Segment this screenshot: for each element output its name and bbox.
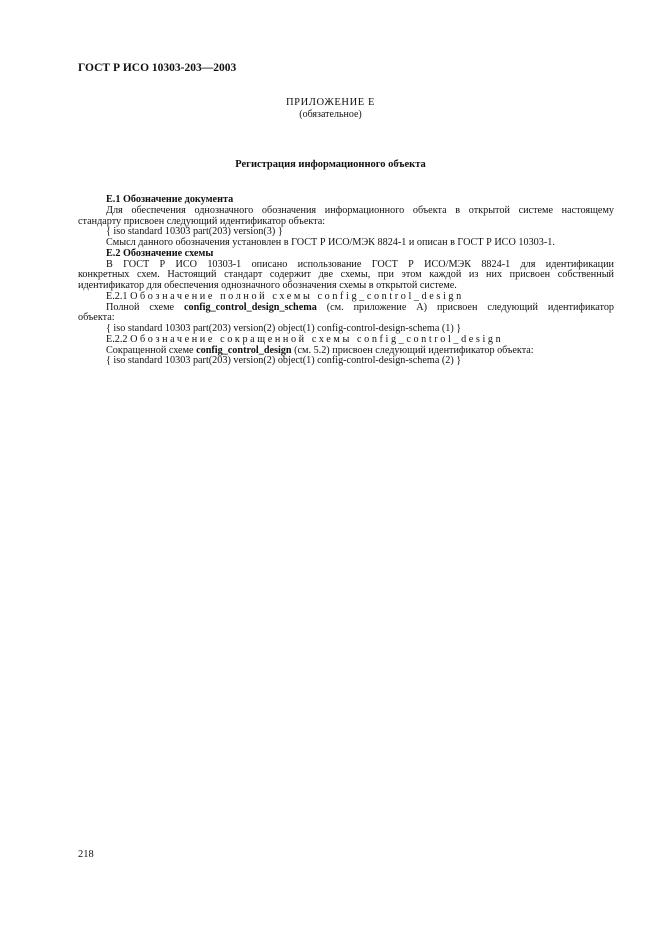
annex-status: (обязательное): [299, 109, 362, 120]
schema-name: config_control_design: [196, 344, 292, 356]
object-identifier: { iso standard 10303 part(203) version(3) }: [106, 226, 283, 238]
paragraph-line: Смысл данного обозначения установлен в ГОСТ Р ИСО/МЭК 8824-1 и описан в ГОСТ Р ИСО 10303-1.: [106, 237, 555, 248]
paragraph-line: Для обеспечения однозначного обозначения информационного объекта в открытой системе настоящему: [106, 204, 614, 216]
object-identifier: { iso standard 10303 part(203) version(2) object(1) config-control-design-schema (2) }: [106, 355, 462, 367]
paragraph-line: идентификатор для обеспечения однозначного обозначения схемы в открытой системе.: [78, 280, 457, 291]
section-number: Е.2.1: [106, 290, 128, 302]
paragraph-line: стандарту присвоен следующий идентификатор объекта:: [78, 215, 326, 227]
annex-title: Регистрация информационного объекта: [235, 159, 426, 170]
section-number: Е.2.2: [106, 333, 128, 345]
section-e2-heading: Е.2 Обозначение схемы: [106, 247, 214, 259]
text: Полной схеме: [106, 301, 175, 313]
section-e1-heading: Е.1 Обозначение документа: [106, 194, 234, 205]
text: Сокращенной схеме: [106, 344, 194, 356]
paragraph-line: [78, 303, 614, 314]
section-title: Обозначение сокращенной схемы config_control_design: [130, 333, 504, 345]
paragraph-line: объекта:: [78, 312, 115, 324]
text: (см. приложение А) присвоен следующий идентификатор: [326, 301, 615, 313]
text: (см. 5.2) присвоен следующий идентификатор объекта:: [294, 344, 534, 356]
document-header: ГОСТ Р ИСО 10303-203—2003: [78, 62, 237, 74]
annex-label: ПРИЛОЖЕНИЕ Е: [285, 97, 376, 108]
paragraph-line: конкретных схем. Настоящий стандарт содержит две схемы, при этом каждой из них присвоен собственный: [78, 269, 614, 281]
paragraph-line: В ГОСТ Р ИСО 10303-1 описано использование ГОСТ Р ИСО/МЭК 8824-1 для идентификации: [106, 258, 614, 270]
annex-body: [78, 195, 614, 367]
page-number: 218: [78, 849, 94, 860]
object-identifier: { iso standard 10303 part(203) version(2) object(1) config-control-design-schema (1) }: [106, 323, 462, 334]
schema-name: config_control_design_schema: [183, 301, 317, 313]
section-title: Обозначение полной схемы config_control_design: [130, 290, 464, 302]
